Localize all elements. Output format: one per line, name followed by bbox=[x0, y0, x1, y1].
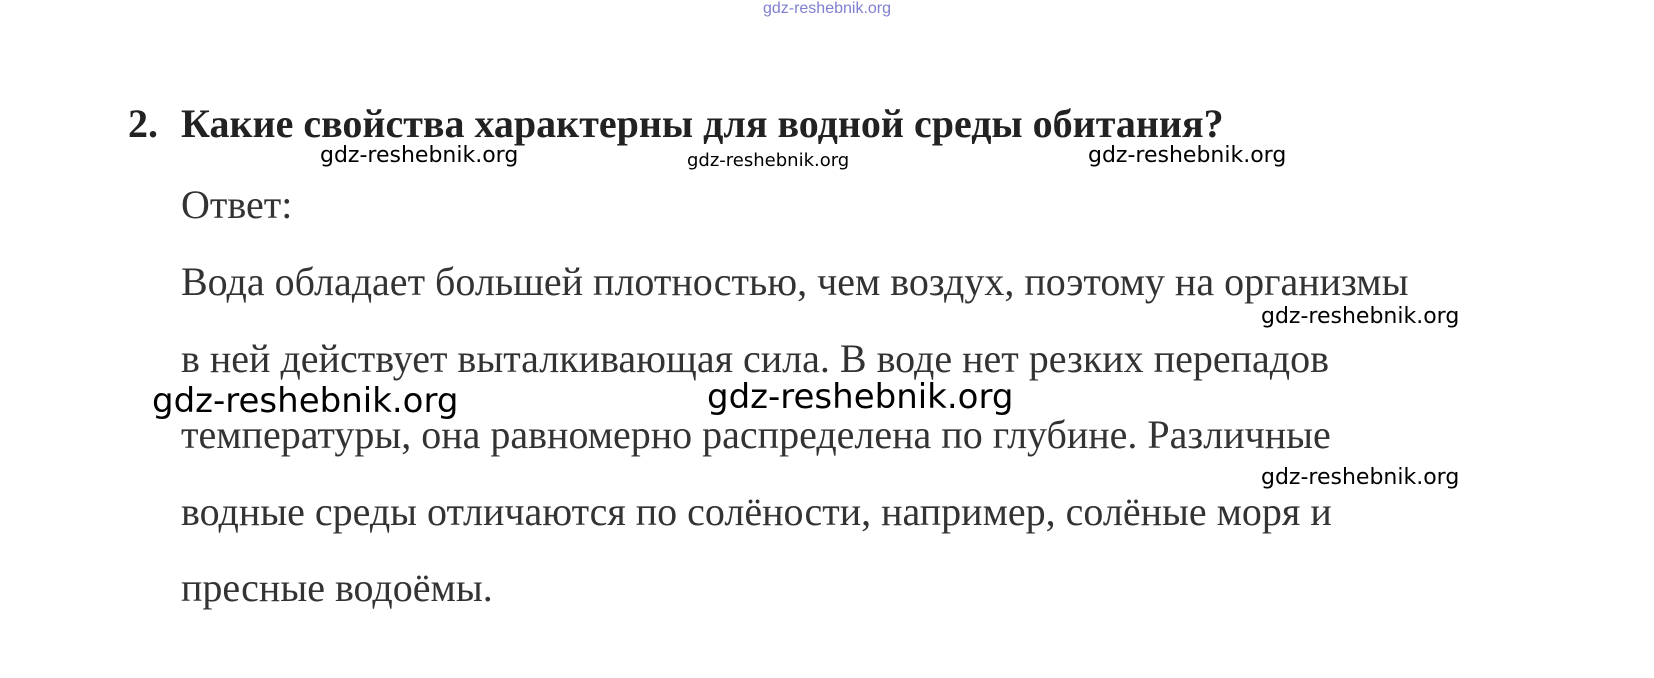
watermark: gdz-reshebnik.org bbox=[687, 150, 850, 171]
question-text: Какие свойства характерны для водной среды обитания? bbox=[181, 101, 1224, 146]
answer-line: в ней действует выталкивающая сила. В воде нет резких перепадов bbox=[181, 336, 1329, 381]
watermark: gdz-reshebnik.org bbox=[320, 143, 519, 168]
answer-line: Вода обладает большей плотностью, чем воздух, поэтому на организмы bbox=[181, 259, 1409, 304]
answer-line: пресные водоёмы. bbox=[181, 565, 493, 610]
watermark: gdz-reshebnik.org bbox=[1261, 304, 1460, 329]
watermark: gdz-reshebnik.org bbox=[707, 377, 1014, 417]
watermark: gdz-reshebnik.org bbox=[1088, 143, 1287, 168]
header-watermark: gdz-reshebnik.org bbox=[762, 0, 892, 17]
answer-line: водные среды отличаются по солёности, например, солёные моря и bbox=[181, 489, 1332, 534]
watermark: gdz-reshebnik.org bbox=[152, 381, 459, 421]
answer-label: Ответ: bbox=[181, 182, 293, 227]
watermark: gdz-reshebnik.org bbox=[1261, 465, 1460, 490]
answer-line: температуры, она равномерно распределена по глубине. Различные bbox=[181, 412, 1331, 457]
question-number: 2. bbox=[128, 101, 158, 146]
